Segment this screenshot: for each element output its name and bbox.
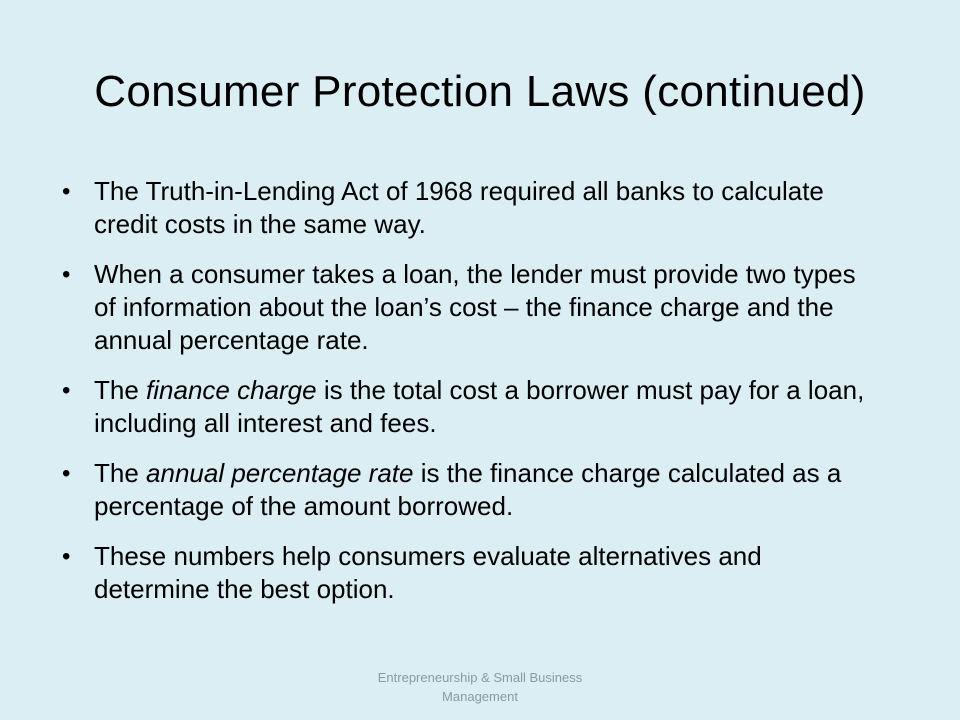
term-finance-charge: finance charge: [146, 375, 317, 405]
bullet-text-segment: is the total cost a borrower must pay for a loan, including all interest and fees.: [94, 375, 865, 438]
bullet-item: [62, 175, 882, 241]
bullet-marker: •: [62, 261, 71, 288]
bullet-text: [94, 176, 824, 239]
bullet-text-segment: The: [94, 458, 147, 488]
bullet-text-segment: The Truth-in-Lending Act of 1968 required all banks to calculate credit costs in the same way.: [94, 176, 824, 239]
bullet-marker: •: [62, 178, 71, 205]
bullet-item: [62, 457, 882, 523]
bullet-text: [94, 541, 762, 604]
term-annual-percentage-rate: annual percentage rate: [146, 458, 414, 488]
slide-title: Consumer Protection Laws (continued): [94, 67, 866, 116]
bullet-marker: •: [62, 460, 71, 487]
bullet-item: [62, 258, 882, 357]
slide-footer: Entrepreneurship & Small Business Management: [377, 670, 583, 704]
bullet-marker: •: [62, 543, 71, 570]
bullet-text-segment: is the finance charge calculated as a percentage of the amount borrowed.: [94, 458, 842, 521]
bullet-item: [62, 540, 882, 606]
bullet-text: [94, 259, 856, 355]
bullet-text-segment: When a consumer takes a loan, the lender must provide two types of information about the loan’s cost – the finance charge and the annual percentage rate.: [94, 259, 856, 355]
bullet-list: [62, 175, 882, 623]
bullet-text: [94, 375, 864, 438]
bullet-text-segment: These numbers help consumers evaluate alternatives and determine the best option.: [94, 541, 762, 604]
bullet-text: [94, 458, 841, 521]
bullet-marker: •: [62, 377, 71, 404]
bullet-text-segment: The: [94, 375, 147, 405]
bullet-item: [62, 374, 882, 440]
